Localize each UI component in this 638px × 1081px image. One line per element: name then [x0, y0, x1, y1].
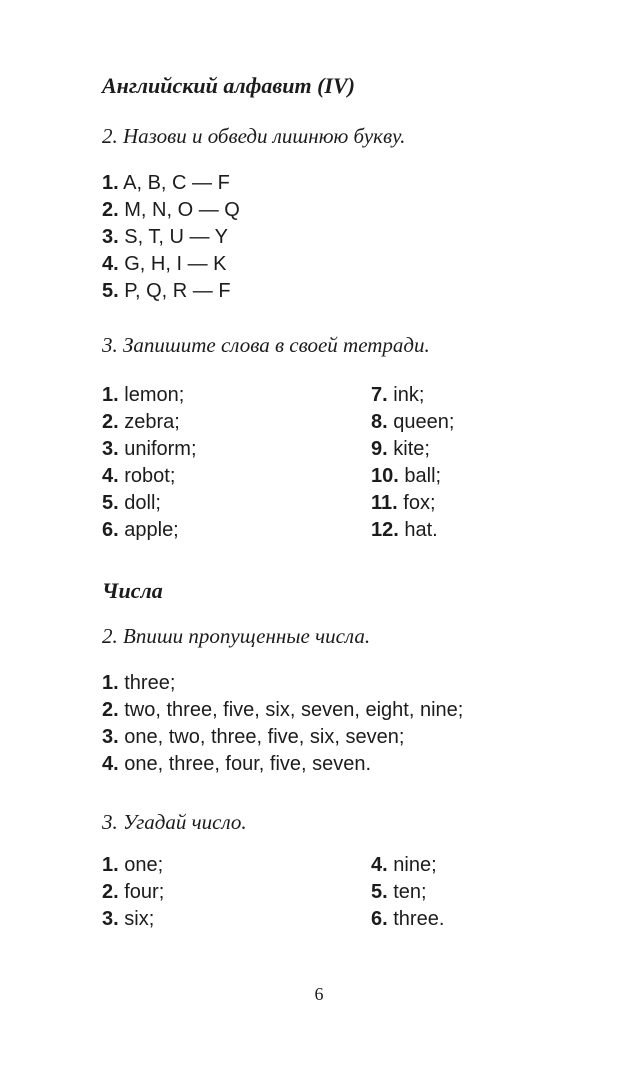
list-item: 5. P, Q, R — F	[102, 280, 231, 302]
list-item: 12. hat.	[371, 519, 438, 541]
list-item: 1. three;	[102, 672, 176, 694]
list-item: 5. ten;	[371, 881, 427, 903]
list-item: 2. zebra;	[102, 411, 180, 433]
page-number: 6	[314, 984, 324, 1004]
list-item: 9. kite;	[371, 438, 430, 460]
task-instruction-write-words: 3. Запишите слова в своей тетради.	[102, 333, 430, 357]
list-item: 6. three.	[371, 908, 445, 930]
list-item: 2. two, three, five, six, seven, eight, nine;	[102, 699, 464, 721]
list-item: 3. six;	[102, 908, 155, 930]
list-item: 3. S, T, U — Y	[102, 226, 228, 248]
list-item: 3. one, two, three, five, six, seven;	[102, 726, 405, 748]
task-instruction-guess-number: 3. Угадай число.	[102, 810, 247, 834]
list-item: 1. A, B, C — F	[102, 172, 230, 194]
list-item: 10. ball;	[371, 465, 442, 487]
list-item: 5. doll;	[102, 492, 161, 514]
list-item: 1. lemon;	[102, 384, 185, 406]
list-item: 4. one, three, four, five, seven.	[102, 753, 372, 775]
section-title-numbers: Числа	[102, 578, 163, 603]
list-item: 4. robot;	[102, 465, 176, 487]
section-title-alphabet: Английский алфавит (IV)	[102, 73, 355, 98]
list-item: 2. four;	[102, 881, 165, 903]
list-item: 3. uniform;	[102, 438, 197, 460]
task-instruction-name-letter: 2. Назови и обведи лишнюю букву.	[102, 124, 406, 148]
list-item: 1. one;	[102, 854, 164, 876]
list-item: 4. G, H, I — K	[102, 253, 227, 275]
list-item: 7. ink;	[371, 384, 425, 406]
task-instruction-missing-numbers: 2. Впиши пропущенные числа.	[102, 624, 371, 648]
list-item: 6. apple;	[102, 519, 179, 541]
list-item: 8. queen;	[371, 411, 455, 433]
list-item: 4. nine;	[371, 854, 437, 876]
list-item: 11. fox;	[371, 492, 436, 514]
list-item: 2. M, N, O — Q	[102, 199, 240, 221]
